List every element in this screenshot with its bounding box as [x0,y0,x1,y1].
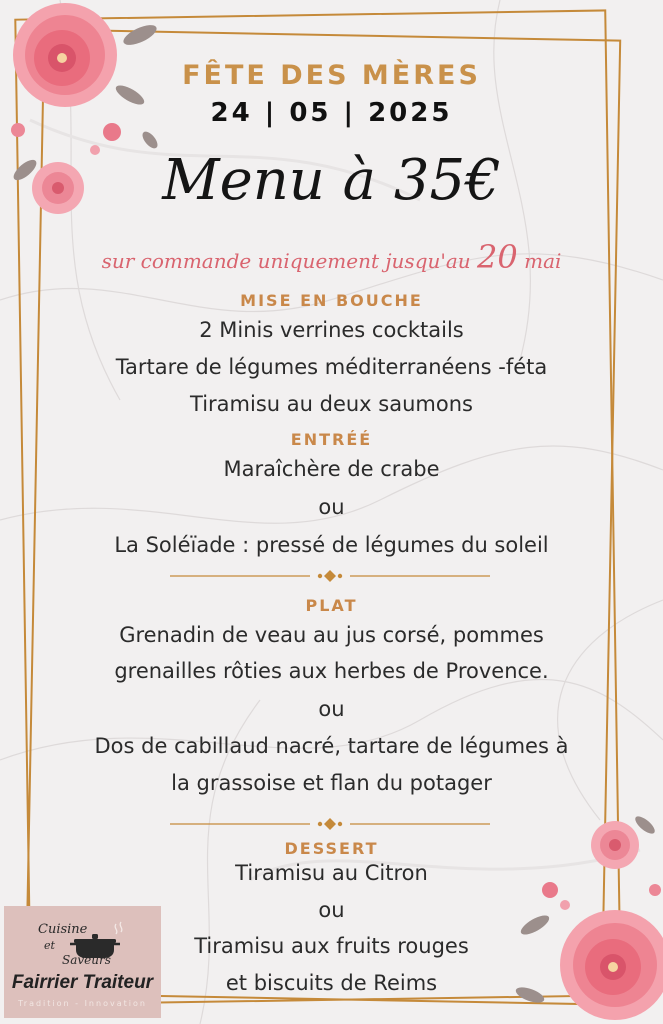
event-title: FÊTE DES MÈRES [182,60,481,91]
section-heading-dessert: DESSERT [284,839,379,858]
menu-item: Maraîchère de crabe [223,457,440,481]
order-note-prefix: sur commande uniquement jusqu'au [101,249,471,273]
menu-item: Tiramisu au deux saumons [190,392,473,416]
event-date: 24 | 05 | 2025 [210,98,453,128]
menu-item: la grassoise et flan du potager [171,771,492,795]
section-heading-entree: ENTRÉÉ [290,430,373,449]
menu-separator-ou: ou [318,898,345,922]
diamond-ornament-divider [170,569,490,583]
order-note-day: 20 [477,238,518,276]
menu-item: Dos de cabillaud nacré, tartare de légumes à [94,734,569,758]
logo-business-name: Fairrier Traiteur [11,972,154,993]
logo-brand-word-saveurs: Saveurs [62,953,111,967]
menu-item: Tartare de légumes méditerranéens -féta [115,355,548,379]
menu-separator-ou: ou [318,697,345,721]
logo-brand-word-et: et [44,939,55,952]
menu-separator-ou: ou [318,495,345,519]
logo-tagline: Tradition - Innovation [18,999,147,1008]
menu-item: et biscuits de Reims [225,971,438,995]
menu-item: 2 Minis verrines cocktails [199,318,464,342]
menu-item: Grenadin de veau au jus corsé, pommes [119,623,544,647]
diamond-ornament-icon [318,818,342,830]
menu-price-title: Menu à 35€ [162,148,501,213]
section-heading-mise-en-bouche: MISE EN BOUCHE [240,291,423,310]
diamond-ornament-divider [170,817,490,831]
diamond-ornament-icon [318,570,342,582]
menu-item: Tiramisu au Citron [235,861,428,885]
fairrier-traiteur-logo [4,906,161,1018]
order-note-month: mai [524,249,562,273]
logo-brand-word-cuisine: Cuisine [38,922,88,937]
order-deadline-note [0,238,663,276]
menu-item: La Soléïade : pressé de légumes du soleil [114,533,549,557]
menu-item: Tiramisu aux fruits rouges [194,934,469,958]
section-heading-plat: PLAT [305,596,358,615]
menu-item: grenailles rôties aux herbes de Provence. [114,659,549,683]
